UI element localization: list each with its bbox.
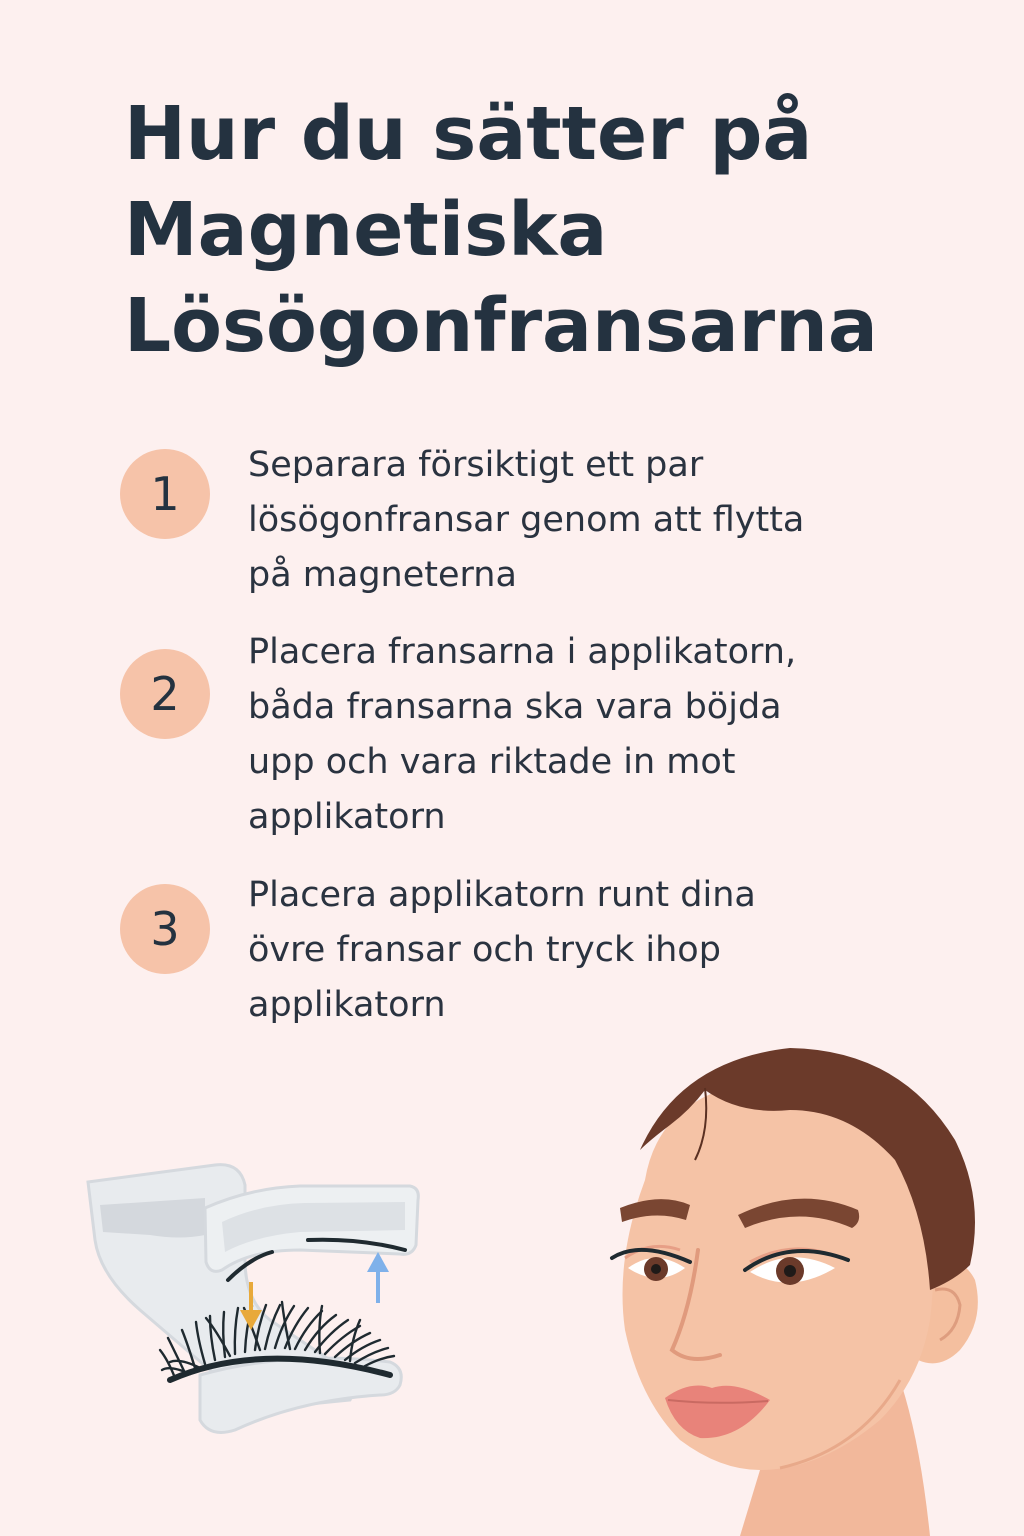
step-line: applikatorn — [248, 797, 446, 837]
step-line: Placera applikatorn runt dina — [248, 875, 756, 915]
step-2 — [120, 625, 880, 850]
magnetic-lash-applicator-icon — [88, 1165, 418, 1433]
step-line: på magneterna — [248, 555, 517, 595]
step-line: båda fransarna ska vara böjda — [248, 687, 782, 727]
step-number-badge: 3 — [120, 884, 210, 974]
step-line: övre fransar och tryck ihop — [248, 930, 721, 970]
step-line: lösögonfransar genom att flytta — [248, 500, 805, 540]
illustration-area — [0, 1030, 1024, 1536]
arrow-up-icon — [367, 1252, 389, 1303]
step-description — [248, 438, 868, 603]
step-line: upp och vara riktade in mot — [248, 742, 736, 782]
title-line-3: Lösögonfransarna — [124, 283, 878, 369]
title-line-1: Hur du sätter på — [124, 91, 813, 177]
step-line: Placera fransarna i applikatorn, — [248, 632, 797, 672]
page-title — [124, 86, 944, 374]
step-description — [248, 625, 868, 845]
step-line: applikatorn — [248, 985, 446, 1025]
woman-face-illustration — [612, 1048, 978, 1536]
step-line: Separara försiktigt ett par — [248, 445, 704, 485]
step-number-badge: 2 — [120, 649, 210, 739]
step-1 — [120, 438, 880, 608]
step-description — [248, 868, 868, 1033]
title-line-2: Magnetiska — [124, 187, 608, 273]
step-3 — [120, 868, 880, 1038]
step-number-badge: 1 — [120, 449, 210, 539]
